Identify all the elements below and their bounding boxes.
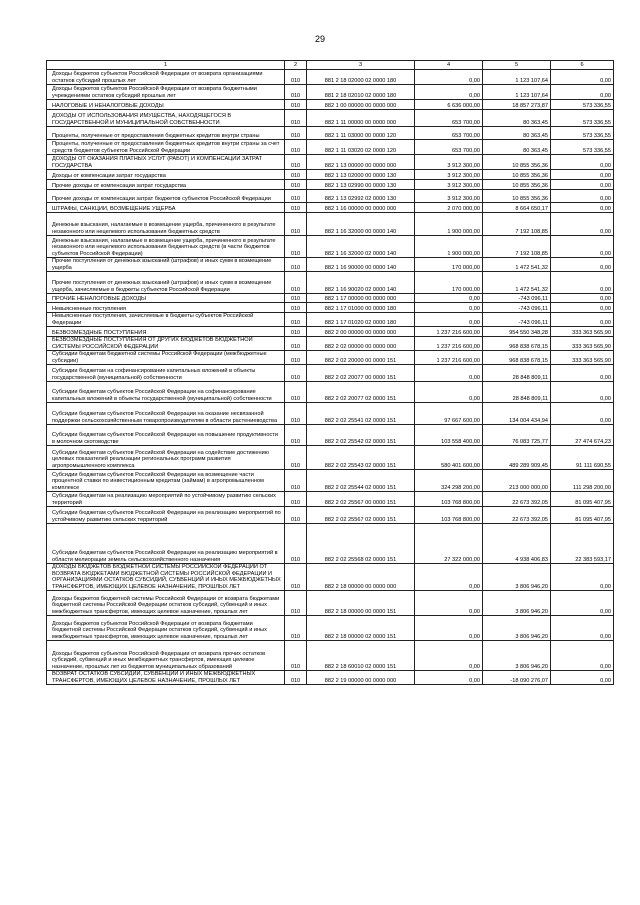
row-kbk-cell: 882 1 11 03020 02 0000 120	[307, 140, 415, 155]
row-exec-cell: 22 673 392,05	[483, 507, 551, 524]
row-name-cell	[47, 365, 285, 382]
row-rest-cell: 22 383 593,17	[551, 524, 614, 564]
row-name-text: Денежные взыскания, налагаемые в возмещение ущерба, причиненного в результате незаконного или нецелевого использования бюджетных средств	[52, 222, 276, 235]
row-name-text: Прочие доходы от компенсации затрат государства	[52, 182, 187, 189]
row-exec-cell: 3 806 946,20	[483, 591, 551, 616]
row-code-cell: 010	[285, 258, 307, 272]
row-rest-cell: 81 095 407,95	[551, 507, 614, 524]
row-name-cell	[47, 591, 285, 616]
row-exec-cell: 968 838 678,15	[483, 337, 551, 351]
header-cell: 3	[307, 61, 415, 70]
table-row	[47, 213, 614, 236]
row-name-text: БЕЗВОЗМЕЗДНЫЕ ПОСТУПЛЕНИЯ	[52, 329, 147, 336]
row-name-cell	[47, 470, 285, 492]
row-name-text: Субсидии бюджетам субъектов Российской Федерации на реализацию мероприятий в области мелиорации земель сельскохозяйственного назначения	[52, 550, 278, 563]
row-code-cell: 010	[285, 337, 307, 351]
row-rest-cell: 0,00	[551, 303, 614, 313]
row-name-cell	[47, 313, 285, 327]
row-rest-cell: 0,00	[551, 616, 614, 641]
row-rest-cell: 333 363 565,90	[551, 337, 614, 351]
row-name-text: ДОХОДЫ ОТ ОКАЗАНИЯ ПЛАТНЫХ УСЛУГ (РАБОТ) И КОМПЕНСАЦИИ ЗАТРАТ ГОСУДАРСТВА	[52, 156, 263, 169]
table-row	[47, 641, 614, 671]
row-name-text: ДОХОДЫ БЮДЖЕТОВ БЮДЖЕТНОЙ СИСТЕМЫ РОССИЙСКОЙ ФЕДЕРАЦИИ ОТ ВОЗВРАТА БЮДЖЕТАМИ БЮДЖЕТНОЙ СИСТЕМЫ РОССИЙСКОЙ ФЕДЕРАЦИИ И ОРГАНИЗАЦИЯМИ ОСТАТКОВ СУБСИДИЙ, СУБВЕНЦИЙ И ИНЫХ МЕЖБЮДЖЕТНЫХ ТРАНСФЕРТОВ, ИМЕЮЩИХ ЦЕЛЕВОЕ НАЗНАЧЕНИЕ, ПРОШЛЫХ ЛЕТ	[52, 564, 281, 590]
row-plan-cell: 103 768 800,00	[415, 492, 483, 507]
row-plan-cell: 0,00	[415, 294, 483, 303]
row-exec-cell: 1 123 107,64	[483, 85, 551, 100]
row-kbk-cell: 882 1 00 00000 00 0000 000	[307, 100, 415, 110]
row-kbk-cell: 882 2 00 00000 00 0000 000	[307, 327, 415, 337]
row-plan-cell: 0,00	[415, 591, 483, 616]
row-plan-cell: 170 000,00	[415, 258, 483, 272]
row-name-text: Доходы от компенсации затрат государства	[52, 172, 166, 179]
table-row	[47, 127, 614, 140]
row-exec-cell: 968 838 678,15	[483, 351, 551, 365]
row-name-text: ДОХОДЫ ОТ ИСПОЛЬЗОВАНИЯ ИМУЩЕСТВА, НАХОДЯЩЕГОСЯ В ГОСУДАРСТВЕННОЙ И МУНИЦИПАЛЬНОЙ СОБСТВЕННОСТИ	[52, 113, 232, 126]
row-name-cell	[47, 403, 285, 425]
row-name-cell	[47, 100, 285, 110]
row-kbk-cell: 882 1 17 01000 00 0000 180	[307, 303, 415, 313]
row-rest-cell: 573 336,55	[551, 100, 614, 110]
row-code-cell: 010	[285, 127, 307, 140]
row-rest-cell: 0,00	[551, 641, 614, 671]
row-kbk-cell: 882 2 02 25544 02 0000 151	[307, 470, 415, 492]
row-rest-cell: 0,00	[551, 180, 614, 190]
table-row	[47, 313, 614, 327]
row-code-cell: 010	[285, 382, 307, 403]
table-row	[47, 203, 614, 213]
row-kbk-cell: 882 1 13 02000 00 0000 130	[307, 170, 415, 180]
row-code-cell: 010	[285, 155, 307, 170]
row-name-text: Доходы бюджетов субъектов Российской Федерации от возврата организациями остатков субсидий прошлых лет	[52, 71, 263, 84]
table-row	[47, 382, 614, 403]
table-row	[47, 327, 614, 337]
row-exec-cell: 80 363,45	[483, 110, 551, 127]
page-number: 29	[314, 34, 325, 44]
table-row	[47, 170, 614, 180]
header-cell: 6	[551, 61, 614, 70]
row-code-cell: 010	[285, 492, 307, 507]
row-rest-cell: 0,00	[551, 671, 614, 685]
table-row	[47, 272, 614, 294]
row-rest-cell: 0,00	[551, 190, 614, 203]
row-name-cell	[47, 351, 285, 365]
row-kbk-cell: 882 2 18 00000 00 0000 000	[307, 564, 415, 591]
row-name-text: Проценты, полученные от предоставления бюджетных кредитов внутри страны за счет средств бюджетов субъектов Российской Федерации	[52, 141, 280, 154]
row-name-cell	[47, 564, 285, 591]
row-rest-cell: 0,00	[551, 294, 614, 303]
row-plan-cell: 3 912 300,00	[415, 180, 483, 190]
row-exec-cell: 3 806 946,20	[483, 564, 551, 591]
table-row	[47, 564, 614, 591]
row-rest-cell: 0,00	[551, 313, 614, 327]
row-name-text: Доходы бюджетов субъектов Российской Федерации от возврата бюджетными учреждениями остатков субсидий прошлых лет	[52, 86, 257, 99]
table-row	[47, 671, 614, 685]
row-code-cell: 010	[285, 303, 307, 313]
row-name-text: Субсидии бюджетам субъектов Российской Федерации на оказание несвязанной поддержки сельскохозяйственным товаропроизводителям в области растениеводства	[52, 411, 278, 424]
row-name-text: Субсидии бюджетам бюджетной системы Российской Федерации (межбюджетные субсидии)	[52, 351, 267, 364]
row-code-cell: 010	[285, 100, 307, 110]
row-exec-cell: -743 096,11	[483, 313, 551, 327]
row-kbk-cell: 882 2 18 00000 00 0000 151	[307, 591, 415, 616]
table-row	[47, 155, 614, 170]
row-kbk-cell: 882 1 16 32000 00 0000 140	[307, 213, 415, 236]
row-exec-cell: 80 363,45	[483, 140, 551, 155]
row-name-cell	[47, 85, 285, 100]
row-plan-cell: 1 900 000,00	[415, 213, 483, 236]
row-exec-cell: 1 123 107,64	[483, 70, 551, 85]
row-name-cell	[47, 272, 285, 294]
row-kbk-cell: 882 1 16 90000 00 0000 140	[307, 258, 415, 272]
row-name-text: Субсидии бюджетам субъектов Российской Федерации на возмещение части процентной ставки по инвестиционным кредитам (займам) в агропромышленном комплексе	[52, 471, 264, 491]
row-rest-cell: 0,00	[551, 236, 614, 258]
row-rest-cell: 333 363 565,90	[551, 351, 614, 365]
row-code-cell: 010	[285, 365, 307, 382]
row-code-cell: 010	[285, 110, 307, 127]
row-plan-cell: 1 237 216 600,00	[415, 351, 483, 365]
row-code-cell: 010	[285, 272, 307, 294]
row-name-text: Субсидии бюджетам субъектов Российской Федерации на реализацию мероприятий по устойчивому развитию сельских территорий	[52, 510, 281, 523]
table-row	[47, 591, 614, 616]
row-plan-cell: 0,00	[415, 616, 483, 641]
row-rest-cell: 0,00	[551, 382, 614, 403]
row-exec-cell: 8 664 650,17	[483, 203, 551, 213]
row-code-cell: 010	[285, 294, 307, 303]
table-row	[47, 446, 614, 470]
row-rest-cell: 0,00	[551, 85, 614, 100]
row-name-text: ПРОЧИЕ НЕНАЛОГОВЫЕ ДОХОДЫ	[52, 295, 147, 302]
row-name-cell	[47, 236, 285, 258]
row-rest-cell: 0,00	[551, 213, 614, 236]
row-code-cell: 010	[285, 641, 307, 671]
table-row	[47, 236, 614, 258]
row-kbk-cell: 882 1 16 32000 02 0000 140	[307, 236, 415, 258]
row-kbk-cell: 882 1 13 02990 00 0000 130	[307, 180, 415, 190]
row-name-cell	[47, 140, 285, 155]
row-rest-cell: 0,00	[551, 403, 614, 425]
row-plan-cell: 103 768 800,00	[415, 507, 483, 524]
row-plan-cell: 0,00	[415, 303, 483, 313]
row-name-cell	[47, 70, 285, 85]
row-plan-cell: 3 912 300,00	[415, 155, 483, 170]
row-code-cell: 010	[285, 170, 307, 180]
row-plan-cell: 103 558 400,00	[415, 425, 483, 446]
row-exec-cell: 10 855 356,36	[483, 190, 551, 203]
row-code-cell: 010	[285, 70, 307, 85]
row-name-cell	[47, 190, 285, 203]
table-row	[47, 365, 614, 382]
table-row	[47, 507, 614, 524]
header-cell: 2	[285, 61, 307, 70]
row-name-cell	[47, 258, 285, 272]
table-row	[47, 258, 614, 272]
row-exec-cell: 1 472 541,32	[483, 258, 551, 272]
row-name-text: Прочие доходы от компенсации затрат бюджетов субъектов Российской Федерации	[52, 195, 271, 202]
row-code-cell: 010	[285, 313, 307, 327]
row-kbk-cell: 882 2 02 25567 00 0000 151	[307, 492, 415, 507]
row-name-cell	[47, 337, 285, 351]
row-rest-cell: 81 095 407,95	[551, 492, 614, 507]
row-name-text: БЕЗВОЗМЕЗДНЫЕ ПОСТУПЛЕНИЯ ОТ ДРУГИХ БЮДЖЕТОВ БЮДЖЕТНОЙ СИСТЕМЫ РОССИЙСКОЙ ФЕДЕРАЦИИ	[52, 337, 253, 350]
row-rest-cell: 0,00	[551, 170, 614, 180]
row-code-cell: 010	[285, 327, 307, 337]
row-plan-cell: 6 636 000,00	[415, 100, 483, 110]
row-kbk-cell: 882 2 18 60010 02 0000 151	[307, 641, 415, 671]
row-name-text: Прочие поступления от денежных взысканий (штрафов) и иных сумм в возмещение ущерба, зачисляемые в бюджеты субъектов Российской Федерации	[52, 280, 272, 293]
row-kbk-cell: 882 2 19 00000 00 0000 000	[307, 671, 415, 685]
row-exec-cell: 18 857 273,87	[483, 100, 551, 110]
row-kbk-cell: 882 1 13 02992 02 0000 130	[307, 190, 415, 203]
row-rest-cell: 0,00	[551, 365, 614, 382]
row-name-cell	[47, 180, 285, 190]
row-kbk-cell: 882 2 02 25567 02 0000 151	[307, 507, 415, 524]
row-exec-cell: 3 806 946,20	[483, 616, 551, 641]
row-plan-cell: 0,00	[415, 70, 483, 85]
header-cell: 5	[483, 61, 551, 70]
row-name-cell	[47, 671, 285, 685]
row-rest-cell: 27 474 674,23	[551, 425, 614, 446]
row-name-text: Доходы бюджетов субъектов Российской Федерации от возврата прочих остатков субсидий, субвенций и иных межбюджетных трансфертов, имеющих целевое назначение, прошлых лет из бюджетов муниципальных образований	[52, 650, 266, 670]
row-plan-cell: 324 298 200,00	[415, 470, 483, 492]
row-name-text: Денежные взыскания, налагаемые в возмещение ущерба, причиненного в результате незаконного или нецелевого использования бюджетных средств (в части бюджетов субъектов Российской Федерации)	[52, 237, 276, 257]
row-plan-cell: 1 237 216 600,00	[415, 327, 483, 337]
row-name-text: ШТРАФЫ, САНКЦИИ, ВОЗМЕЩЕНИЕ УЩЕРБА	[52, 205, 176, 212]
header-row	[47, 61, 614, 70]
row-name-text: Прочие поступления от денежных взысканий (штрафов) и иных сумм в возмещение ущерба	[52, 258, 272, 271]
row-exec-cell: 76 083 725,77	[483, 425, 551, 446]
table-row	[47, 403, 614, 425]
row-name-cell	[47, 616, 285, 641]
row-exec-cell: 954 550 348,28	[483, 327, 551, 337]
row-exec-cell: 10 855 356,36	[483, 180, 551, 190]
row-exec-cell: 10 855 356,36	[483, 155, 551, 170]
row-code-cell: 010	[285, 470, 307, 492]
row-exec-cell: 4 938 406,83	[483, 524, 551, 564]
row-code-cell: 010	[285, 425, 307, 446]
row-exec-cell: 22 673 392,05	[483, 492, 551, 507]
row-kbk-cell: 882 2 02 25543 02 0000 151	[307, 446, 415, 470]
row-code-cell: 010	[285, 616, 307, 641]
row-name-cell	[47, 382, 285, 403]
row-name-cell	[47, 524, 285, 564]
row-rest-cell: 0,00	[551, 155, 614, 170]
row-kbk-cell: 882 2 02 20077 00 0000 151	[307, 365, 415, 382]
table-body	[47, 61, 614, 685]
row-name-cell	[47, 203, 285, 213]
row-name-text: Субсидии бюджетам на софинансирование капитальных вложений в объекты государственной (муниципальной) собственности	[52, 368, 256, 381]
revenue-report-table	[46, 60, 614, 685]
row-code-cell: 010	[285, 403, 307, 425]
row-name-cell	[47, 327, 285, 337]
row-kbk-cell: 882 2 02 25541 02 0000 151	[307, 403, 415, 425]
header-cell: 4	[415, 61, 483, 70]
row-name-text: Субсидии бюджетам субъектов Российской Федерации на повышение продуктивности в молочном скотоводстве	[52, 432, 278, 445]
row-code-cell: 010	[285, 351, 307, 365]
row-rest-cell: 91 111 690,55	[551, 446, 614, 470]
table-row	[47, 524, 614, 564]
row-rest-cell: 0,00	[551, 258, 614, 272]
row-plan-cell: 27 322 000,00	[415, 524, 483, 564]
row-kbk-cell: 882 1 17 00000 00 0000 000	[307, 294, 415, 303]
row-exec-cell: 10 855 356,36	[483, 170, 551, 180]
row-rest-cell: 573 336,55	[551, 140, 614, 155]
table-row	[47, 616, 614, 641]
table-row	[47, 470, 614, 492]
table-row	[47, 303, 614, 313]
row-code-cell: 010	[285, 524, 307, 564]
row-name-text: НАЛОГОВЫЕ И НЕНАЛОГОВЫЕ ДОХОДЫ	[52, 102, 164, 109]
row-code-cell: 010	[285, 507, 307, 524]
row-code-cell: 010	[285, 236, 307, 258]
table-row	[47, 294, 614, 303]
row-plan-cell: 0,00	[415, 641, 483, 671]
table-row	[47, 70, 614, 85]
row-plan-cell: 0,00	[415, 671, 483, 685]
row-exec-cell: 3 806 946,20	[483, 641, 551, 671]
row-exec-cell: 134 004 434,94	[483, 403, 551, 425]
row-name-text: Доходы бюджетов субъектов Российской Федерации от возврата бюджетами бюджетной системы Российской Федерации остатков субсидий, субвенций и иных межбюджетных трансфертов, имеющих целевое назначение, прошлых лет	[52, 620, 267, 640]
row-exec-cell: 489 289 909,45	[483, 446, 551, 470]
row-kbk-cell: 882 1 11 00000 00 0000 000	[307, 110, 415, 127]
row-name-text: Невыясненные поступления, зачисляемые в бюджеты субъектов Российской Федерации	[52, 313, 254, 326]
table-row	[47, 492, 614, 507]
row-kbk-cell: 882 1 17 01020 02 0000 180	[307, 313, 415, 327]
row-code-cell: 010	[285, 85, 307, 100]
row-exec-cell: 213 000 000,00	[483, 470, 551, 492]
row-exec-cell: 28 848 809,11	[483, 365, 551, 382]
row-plan-cell: 1 237 216 600,00	[415, 337, 483, 351]
table-row	[47, 425, 614, 446]
row-code-cell: 010	[285, 213, 307, 236]
row-plan-cell: 0,00	[415, 365, 483, 382]
row-kbk-cell: 881 2 18 02010 02 0000 180	[307, 85, 415, 100]
row-name-cell	[47, 303, 285, 313]
row-code-cell: 010	[285, 180, 307, 190]
row-kbk-cell: 882 2 02 25542 02 0000 151	[307, 425, 415, 446]
row-plan-cell: 3 912 300,00	[415, 190, 483, 203]
row-rest-cell: 0,00	[551, 591, 614, 616]
row-name-cell	[47, 213, 285, 236]
row-name-cell	[47, 446, 285, 470]
table-row	[47, 140, 614, 155]
row-exec-cell: -18 090 276,07	[483, 671, 551, 685]
row-exec-cell: 7 192 108,85	[483, 236, 551, 258]
table-row	[47, 85, 614, 100]
row-exec-cell: 7 192 108,85	[483, 213, 551, 236]
row-kbk-cell: 882 1 13 00000 00 0000 000	[307, 155, 415, 170]
row-kbk-cell: 882 1 11 03000 00 0000 120	[307, 127, 415, 140]
row-kbk-cell: 882 2 18 00000 02 0000 151	[307, 616, 415, 641]
header-cell: 1	[47, 61, 285, 70]
table-row	[47, 180, 614, 190]
row-name-cell	[47, 110, 285, 127]
row-rest-cell: 0,00	[551, 203, 614, 213]
row-kbk-cell: 882 2 02 20077 02 0000 151	[307, 382, 415, 403]
row-plan-cell: 97 667 600,00	[415, 403, 483, 425]
row-kbk-cell: 882 2 02 00000 00 0000 000	[307, 337, 415, 351]
row-rest-cell: 573 336,55	[551, 127, 614, 140]
row-kbk-cell: 882 2 02 20000 00 0000 151	[307, 351, 415, 365]
row-name-text: Доходы бюджетов бюджетной системы Российской Федерации от возврата бюджетами бюджетной системы Российской Федерации остатков субсидий, субвенций и иных межбюджетных трансфертов, имеющих целевое назначение, прошлых лет	[52, 595, 280, 615]
row-exec-cell: 1 472 541,32	[483, 272, 551, 294]
row-name-cell	[47, 492, 285, 507]
row-name-cell	[47, 127, 285, 140]
row-exec-cell: -743 096,11	[483, 294, 551, 303]
row-plan-cell: 2 070 000,00	[415, 203, 483, 213]
row-name-cell	[47, 155, 285, 170]
row-plan-cell: 580 401 600,00	[415, 446, 483, 470]
row-plan-cell: 1 900 000,00	[415, 236, 483, 258]
row-rest-cell: 0,00	[551, 70, 614, 85]
table-row	[47, 110, 614, 127]
row-rest-cell: 333 363 565,90	[551, 327, 614, 337]
row-code-cell: 010	[285, 446, 307, 470]
row-plan-cell: 653 700,00	[415, 127, 483, 140]
row-plan-cell: 3 912 300,00	[415, 170, 483, 180]
row-name-cell	[47, 425, 285, 446]
row-name-cell	[47, 294, 285, 303]
row-plan-cell: 0,00	[415, 382, 483, 403]
row-exec-cell: -743 096,11	[483, 303, 551, 313]
row-plan-cell: 170 000,00	[415, 272, 483, 294]
row-rest-cell: 0,00	[551, 564, 614, 591]
row-name-text: Невыясненные поступления	[52, 305, 127, 312]
row-plan-cell: 653 700,00	[415, 140, 483, 155]
table-row	[47, 337, 614, 351]
row-plan-cell: 0,00	[415, 313, 483, 327]
row-plan-cell: 0,00	[415, 564, 483, 591]
table-row	[47, 351, 614, 365]
row-kbk-cell: 882 1 16 90020 02 0000 140	[307, 272, 415, 294]
row-code-cell: 010	[285, 564, 307, 591]
row-name-text: Субсидии бюджетам субъектов Российской Федерации на содействие достижению целевых показателей реализации региональных программ развития агропромышленного комплекса	[52, 449, 269, 469]
row-code-cell: 010	[285, 591, 307, 616]
row-code-cell: 010	[285, 190, 307, 203]
row-name-text: Субсидии бюджетам на реализацию мероприятий по устойчивому развитию сельских территорий	[52, 493, 276, 506]
table-row	[47, 100, 614, 110]
row-code-cell: 010	[285, 671, 307, 685]
row-name-cell	[47, 507, 285, 524]
row-kbk-cell: 882 1 16 00000 00 0000 000	[307, 203, 415, 213]
row-name-text: Проценты, полученные от предоставления бюджетных кредитов внутри страны	[52, 132, 260, 139]
table-row	[47, 190, 614, 203]
row-rest-cell: 111 298 200,00	[551, 470, 614, 492]
row-kbk-cell: 882 2 02 25568 02 0000 151	[307, 524, 415, 564]
row-rest-cell: 0,00	[551, 272, 614, 294]
row-name-text: ВОЗВРАТ ОСТАТКОВ СУБСИДИЙ, СУБВЕНЦИЙ И ИНЫХ МЕЖБЮДЖЕТНЫХ ТРАНСФЕРТОВ, ИМЕЮЩИХ ЦЕЛЕВОЕ НАЗНАЧЕНИЕ, ПРОШЛЫХ ЛЕТ	[52, 671, 256, 684]
row-plan-cell: 653 700,00	[415, 110, 483, 127]
row-name-text: Субсидии бюджетам субъектов Российской Федерации на софинансирование капитальных вложений в объекты государственной (муниципальной) собственности	[52, 389, 272, 402]
row-code-cell: 010	[285, 140, 307, 155]
row-code-cell: 010	[285, 203, 307, 213]
row-exec-cell: 80 363,45	[483, 127, 551, 140]
row-rest-cell: 573 336,55	[551, 110, 614, 127]
row-name-cell	[47, 641, 285, 671]
row-kbk-cell: 881 2 18 02000 02 0000 180	[307, 70, 415, 85]
row-exec-cell: 28 848 809,11	[483, 382, 551, 403]
row-plan-cell: 0,00	[415, 85, 483, 100]
row-name-cell	[47, 170, 285, 180]
